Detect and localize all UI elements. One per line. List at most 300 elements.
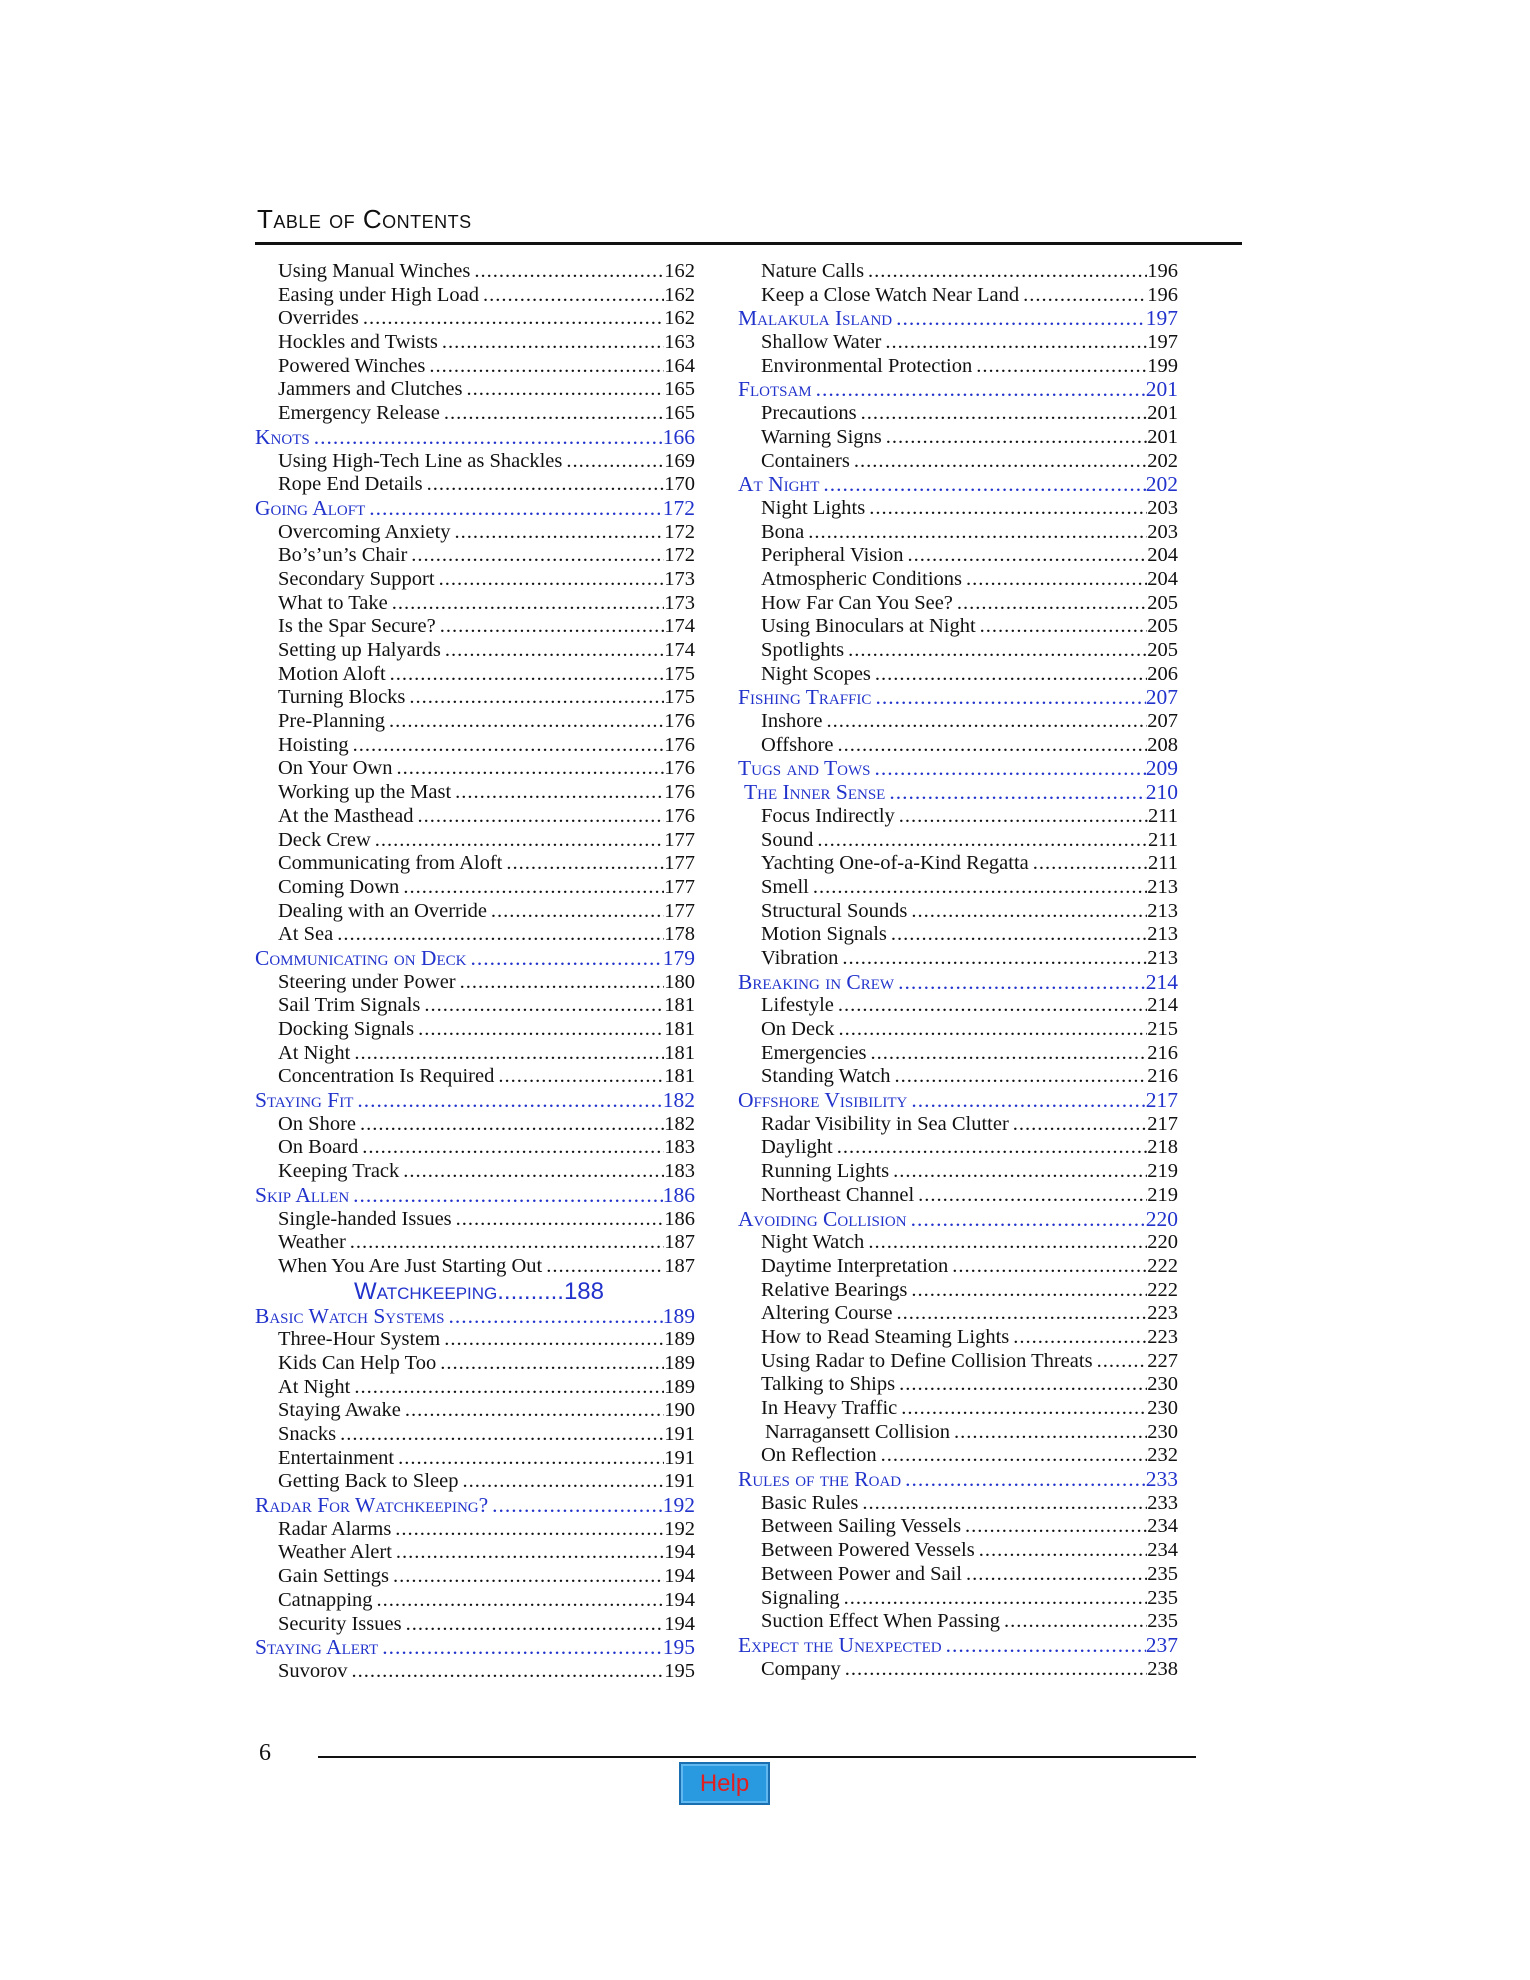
toc-entry[interactable] [255, 876, 695, 900]
toc-entry[interactable] [255, 284, 695, 308]
toc-left-column [255, 260, 695, 1684]
dot-leader [1013, 1326, 1147, 1350]
toc-entry-title: Tugs and Tows [738, 757, 871, 781]
toc-entry[interactable] [738, 734, 1178, 758]
toc-entry-title: Powered Winches [278, 354, 426, 377]
toc-entry-page: 165 [664, 378, 695, 401]
dot-leader [861, 402, 1148, 426]
dot-leader [966, 1563, 1147, 1587]
toc-entry-title: Jammers and Clutches [278, 378, 463, 401]
toc-entry[interactable] [738, 544, 1178, 568]
toc-entry-page: 213 [1147, 875, 1178, 898]
dot-leader [389, 710, 664, 734]
toc-entry-page: 162 [664, 307, 695, 330]
toc-entry-page: 174 [664, 615, 695, 638]
dot-leader [1033, 852, 1148, 876]
toc-entry-page: 173 [664, 591, 695, 614]
dot-leader [390, 663, 665, 687]
dot-leader [898, 971, 1146, 995]
toc-entry-page: 177 [664, 852, 695, 875]
dot-leader [351, 1660, 664, 1684]
toc-entry-page: 227 [1147, 1349, 1178, 1372]
toc-entry[interactable] [738, 876, 1178, 900]
toc-entry[interactable] [255, 781, 695, 805]
toc-entry[interactable] [255, 544, 695, 568]
toc-entry[interactable] [255, 1399, 695, 1423]
dot-leader [875, 663, 1147, 687]
toc-entry[interactable] [738, 1279, 1178, 1303]
dot-leader [314, 426, 663, 450]
toc-entry[interactable] [255, 757, 695, 781]
toc-entry[interactable] [255, 260, 695, 284]
toc-entry[interactable] [738, 947, 1178, 971]
dot-leader [377, 1589, 665, 1613]
toc-entry-title: In Heavy Traffic [761, 1397, 898, 1419]
toc-entry[interactable] [738, 923, 1178, 947]
dot-leader [409, 686, 664, 710]
toc-section-link[interactable] [738, 1468, 1178, 1492]
toc-entry-page: 213 [1147, 923, 1178, 946]
toc-entry-page: 172 [664, 520, 695, 543]
toc-entry-page: 234 [1147, 1515, 1178, 1538]
toc-entry[interactable] [738, 1397, 1178, 1421]
toc-entry[interactable] [255, 1613, 695, 1637]
dot-leader [506, 852, 664, 876]
toc-entry-page: 230 [1147, 1397, 1178, 1419]
dot-leader [911, 1089, 1145, 1113]
toc-entry-title: Flotsam [738, 378, 812, 402]
toc-entry-page: 211 [1148, 828, 1178, 851]
dot-leader [875, 686, 1145, 710]
toc-entry-page: 207 [1145, 686, 1178, 710]
toc-entry-page: 222 [1147, 1254, 1178, 1277]
dot-leader [838, 734, 1148, 758]
toc-entry-title: Peripheral Vision [761, 544, 904, 567]
toc-entry[interactable] [255, 615, 695, 639]
toc-section-link[interactable] [255, 1305, 695, 1329]
toc-entry-page: 175 [664, 662, 695, 685]
toc-entry-page: 177 [664, 899, 695, 922]
toc-entry[interactable] [738, 1373, 1178, 1397]
toc-entry[interactable] [738, 521, 1178, 545]
toc-entry[interactable] [738, 1065, 1178, 1089]
toc-entry-page: 191 [664, 1446, 695, 1469]
toc-entry-title: Lifestyle [761, 994, 834, 1017]
dot-leader [424, 994, 664, 1018]
toc-entry-page: 199 [1147, 354, 1178, 377]
toc-entry-title: Secondary Support [278, 567, 435, 590]
toc-entry[interactable] [255, 1352, 695, 1376]
toc-entry[interactable] [738, 1444, 1178, 1468]
toc-entry-title: Altering Course [761, 1302, 893, 1325]
toc-entry-title: Smell [761, 875, 809, 898]
toc-entry-title: What to Take [278, 591, 388, 614]
toc-entry-page: 170 [664, 473, 695, 496]
toc-entry[interactable] [255, 1113, 695, 1137]
toc-entry-page: 176 [664, 733, 695, 756]
toc-entry[interactable] [255, 1231, 695, 1255]
toc-entry[interactable] [255, 473, 695, 497]
dot-leader [871, 1042, 1148, 1066]
toc-entry-title: Offshore Visibility [738, 1089, 908, 1113]
toc-entry-title: At Night [738, 473, 820, 497]
toc-entry-page: 202 [1145, 473, 1178, 497]
toc-entry[interactable] [255, 994, 695, 1018]
dot-leader [429, 355, 664, 379]
toc-chapter-link[interactable]: Watchkeeping..........188 [354, 1277, 604, 1305]
toc-entry-page: 235 [1147, 1586, 1178, 1609]
toc-entry-page: 204 [1147, 567, 1178, 590]
toc-entry[interactable] [255, 1136, 695, 1160]
toc-entry[interactable] [738, 592, 1178, 616]
toc-entry-title: How Far Can You See? [761, 591, 953, 614]
toc-entry[interactable] [255, 1208, 695, 1232]
toc-entry-page: 237 [1145, 1633, 1178, 1657]
toc-entry[interactable] [255, 1589, 695, 1613]
toc-entry[interactable] [255, 829, 695, 853]
toc-entry[interactable] [255, 1065, 695, 1089]
toc-entry-page: 217 [1145, 1089, 1178, 1113]
dot-leader [455, 521, 665, 545]
toc-entry-page: 219 [1147, 1183, 1178, 1206]
toc-entry-title: Skip Allen [255, 1183, 350, 1207]
toc-entry[interactable] [738, 615, 1178, 639]
toc-section-link[interactable] [255, 1494, 695, 1518]
toc-entry[interactable] [738, 1113, 1178, 1137]
toc-entry-page: 162 [664, 260, 695, 282]
toc-entry-page: 234 [1147, 1539, 1178, 1562]
dot-leader [566, 450, 664, 474]
toc-entry[interactable] [255, 568, 695, 592]
toc-entry-title: Radar Alarms [278, 1517, 392, 1540]
toc-entry-page: 214 [1147, 994, 1178, 1017]
toc-entry-page: 181 [664, 1041, 695, 1064]
toc-entry-page: 172 [662, 496, 695, 520]
toc-entry[interactable] [255, 402, 695, 426]
toc-entry[interactable] [255, 852, 695, 876]
toc-entry-title: Bona [761, 520, 805, 543]
toc-entry[interactable] [255, 900, 695, 924]
dot-leader [393, 1565, 664, 1589]
dot-leader [838, 994, 1147, 1018]
toc-entry[interactable] [738, 663, 1178, 687]
toc-entry-page: 233 [1147, 1491, 1178, 1514]
toc-entry[interactable] [738, 805, 1178, 829]
toc-entry-title: Single-handed Issues [278, 1207, 452, 1230]
toc-entry-page: 219 [1147, 1160, 1178, 1183]
toc-section-link[interactable] [255, 426, 695, 450]
toc-entry-title: Spotlights [761, 639, 845, 661]
toc-entry[interactable] [255, 1376, 695, 1400]
toc-entry[interactable] [255, 923, 695, 947]
toc-entry[interactable] [255, 1518, 695, 1542]
toc-entry-title: Entertainment [278, 1446, 395, 1469]
toc-entry[interactable] [255, 663, 695, 687]
toc-section-link[interactable] [738, 781, 1178, 805]
toc-entry-page: 197 [1145, 307, 1178, 331]
toc-entry[interactable] [738, 1160, 1178, 1184]
toc-entry-title: Suction Effect When Passing [761, 1610, 1000, 1633]
toc-entry[interactable] [255, 686, 695, 710]
dot-leader [444, 1328, 664, 1352]
toc-entry-page: 201 [1145, 378, 1178, 402]
dot-leader [418, 805, 665, 829]
toc-section-link[interactable] [738, 473, 1178, 497]
help-button[interactable]: Help [679, 1762, 770, 1805]
toc-entry-title: Narragansett Collision [765, 1420, 951, 1443]
toc-entry-title: Sail Trim Signals [278, 994, 421, 1017]
toc-entry-title: Basic Watch Systems [255, 1304, 445, 1328]
dot-leader [911, 1208, 1146, 1232]
toc-entry-page: 181 [664, 994, 695, 1017]
toc-entry-page: 194 [664, 1588, 695, 1611]
toc-entry[interactable] [738, 1231, 1178, 1255]
toc-entry[interactable] [738, 450, 1178, 474]
toc-section-link[interactable] [255, 497, 695, 521]
toc-section-link[interactable] [738, 378, 1178, 402]
toc-entry[interactable] [738, 426, 1178, 450]
toc-entry[interactable] [255, 734, 695, 758]
toc-entry-title: Concentration Is Required [278, 1065, 495, 1088]
toc-entry[interactable] [738, 1610, 1178, 1634]
dot-leader [817, 829, 1148, 853]
toc-entry[interactable] [738, 284, 1178, 308]
toc-entry-title: Daylight [761, 1136, 833, 1159]
toc-right-column [738, 260, 1178, 1681]
dot-leader [456, 1208, 665, 1232]
toc-entry[interactable] [738, 402, 1178, 426]
toc-entry[interactable] [255, 592, 695, 616]
toc-entry-page: 176 [664, 804, 695, 827]
footer-divider [318, 1756, 1196, 1758]
toc-entry[interactable] [255, 971, 695, 995]
toc-entry-page: 183 [664, 1160, 695, 1183]
toc-entry-title: Expect the Unexpected [738, 1633, 942, 1657]
toc-entry-page: 238 [1147, 1657, 1178, 1680]
toc-section-link[interactable] [738, 1089, 1178, 1113]
toc-entry[interactable] [738, 829, 1178, 853]
toc-entry[interactable] [255, 1660, 695, 1684]
toc-entry[interactable] [255, 1565, 695, 1589]
toc-entry-title: Working up the Mast [278, 781, 452, 804]
dot-leader [862, 1492, 1147, 1516]
toc-entry[interactable] [738, 1350, 1178, 1374]
toc-entry[interactable] [255, 378, 695, 402]
dot-leader [842, 947, 1147, 971]
toc-entry-title: Atmospheric Conditions [761, 567, 963, 590]
toc-entry[interactable] [738, 1184, 1178, 1208]
toc-entry[interactable] [738, 497, 1178, 521]
toc-section-link[interactable] [738, 971, 1178, 995]
toc-entry[interactable] [255, 1160, 695, 1184]
toc-entry[interactable] [738, 1539, 1178, 1563]
toc-entry-title: Focus Indirectly [761, 804, 895, 827]
toc-entry-title: Hoisting [278, 733, 349, 756]
toc-entry-page: 182 [662, 1089, 695, 1113]
toc-entry[interactable] [738, 1018, 1178, 1042]
toc-entry-page: 196 [1147, 283, 1178, 306]
toc-entry-page: 172 [664, 544, 695, 567]
dot-leader [403, 876, 664, 900]
dot-leader [353, 734, 665, 758]
toc-entry-title: Relative Bearings [761, 1278, 908, 1301]
dot-leader [455, 781, 664, 805]
toc-section-link[interactable] [738, 1208, 1178, 1232]
toc-entry[interactable] [255, 307, 695, 331]
toc-entry-page: 165 [664, 402, 695, 425]
toc-entry[interactable] [255, 1018, 695, 1042]
toc-entry[interactable] [255, 450, 695, 474]
toc-entry-title: Night Scopes [761, 662, 871, 685]
toc-entry[interactable] [738, 355, 1178, 379]
toc-entry-page: 177 [664, 875, 695, 898]
toc-entry-page: 216 [1147, 1041, 1178, 1064]
toc-entry-title: Going Aloft [255, 496, 366, 520]
toc-entry-title: Basic Rules [761, 1491, 859, 1514]
toc-entry-title: Radar Visibility in Sea Clutter [761, 1112, 1009, 1135]
toc-entry[interactable] [255, 1042, 695, 1066]
toc-section-link[interactable] [738, 307, 1178, 331]
toc-entry-title: Running Lights [761, 1160, 890, 1183]
dot-leader [395, 1518, 664, 1542]
toc-entry[interactable] [255, 1447, 695, 1471]
dot-leader [854, 450, 1147, 474]
toc-entry-page: 181 [664, 1018, 695, 1040]
toc-entry-title: Setting up Halyards [278, 639, 441, 661]
toc-entry-title: On Your Own [278, 757, 393, 780]
toc-section-link[interactable] [255, 947, 695, 971]
toc-entry-page: 191 [664, 1470, 695, 1493]
toc-entry[interactable] [255, 521, 695, 545]
toc-entry-title: Vibration [761, 946, 839, 969]
toc-entry-title: Radar For Watchkeeping? [255, 1494, 489, 1518]
toc-entry-page: 204 [1147, 544, 1178, 567]
toc-entry[interactable] [738, 852, 1178, 876]
toc-entry-title: Turning Blocks [278, 686, 406, 709]
toc-entry[interactable] [255, 1470, 695, 1494]
toc-entry-page: 207 [1147, 710, 1178, 733]
toc-entry[interactable] [255, 639, 695, 663]
toc-entry-page: 192 [664, 1517, 695, 1540]
toc-entry-title: Inshore [761, 710, 823, 733]
toc-section-link[interactable] [255, 1636, 695, 1660]
toc-entry-page: 195 [662, 1636, 695, 1660]
toc-entry[interactable] [738, 1563, 1178, 1587]
toc-section-link[interactable] [255, 1184, 695, 1208]
toc-entry[interactable] [738, 260, 1178, 284]
toc-entry-page: 214 [1145, 970, 1178, 994]
dot-leader [885, 331, 1147, 355]
toc-entry-title: Communicating on Deck [255, 946, 467, 970]
page-number: 6 [259, 1740, 271, 1766]
toc-entry[interactable] [255, 1255, 695, 1279]
toc-section-link[interactable] [738, 686, 1178, 710]
toc-entry[interactable] [255, 1328, 695, 1352]
toc-entry[interactable] [738, 1042, 1178, 1066]
toc-entry-title: Three-Hour System [278, 1328, 441, 1351]
toc-entry[interactable] [255, 710, 695, 734]
toc-entry-title: Between Powered Vessels [761, 1539, 975, 1562]
dot-leader [911, 1279, 1147, 1303]
toc-entry[interactable] [255, 805, 695, 829]
dot-leader [808, 521, 1147, 545]
toc-entry[interactable] [738, 900, 1178, 924]
toc-entry-title: Docking Signals [278, 1018, 415, 1040]
toc-entry-title: Hockles and Twists [278, 331, 438, 354]
toc-entry[interactable] [255, 355, 695, 379]
toc-entry[interactable] [255, 331, 695, 355]
toc-entry[interactable] [738, 1136, 1178, 1160]
toc-entry[interactable] [738, 1326, 1178, 1350]
dot-leader [896, 307, 1146, 331]
toc-entry[interactable] [738, 1515, 1178, 1539]
toc-entry-page: 189 [662, 1304, 695, 1328]
toc-entry[interactable] [738, 331, 1178, 355]
dot-leader [837, 1136, 1148, 1160]
dot-leader [901, 1397, 1147, 1421]
toc-entry-title: On Shore [278, 1112, 357, 1135]
toc-entry[interactable] [738, 1255, 1178, 1279]
toc-entry-title: Structural Sounds [761, 899, 908, 922]
toc-entry-page: 162 [664, 283, 695, 306]
toc-entry-page: 195 [664, 1659, 695, 1682]
dot-leader [980, 615, 1148, 639]
toc-entry[interactable] [738, 1302, 1178, 1326]
toc-entry[interactable] [738, 1492, 1178, 1516]
toc-entry-page: 216 [1147, 1065, 1178, 1088]
dot-leader [823, 473, 1145, 497]
toc-entry[interactable] [738, 1421, 1178, 1445]
toc-section-link[interactable] [738, 757, 1178, 781]
toc-entry-title: Catnapping [278, 1588, 373, 1611]
toc-entry[interactable] [738, 639, 1178, 663]
dot-leader [868, 1231, 1147, 1255]
toc-entry-title: At the Masthead [278, 804, 414, 827]
toc-entry[interactable] [738, 710, 1178, 734]
dot-leader [816, 378, 1146, 402]
dot-leader [895, 1065, 1148, 1089]
toc-entry-title: Rules of the Road [738, 1468, 902, 1492]
toc-entry[interactable] [738, 568, 1178, 592]
toc-entry-page: 190 [664, 1399, 695, 1422]
toc-entry-page: 173 [664, 567, 695, 590]
toc-entry-page: 215 [1147, 1018, 1178, 1040]
dot-leader [354, 1376, 664, 1400]
dot-leader [483, 284, 664, 308]
toc-entry-title: Malakula Island [738, 307, 893, 331]
toc-entry[interactable] [738, 1587, 1178, 1611]
dot-leader [848, 639, 1147, 663]
toc-entry[interactable] [738, 1658, 1178, 1682]
toc-entry-page: 176 [664, 757, 695, 780]
toc-entry-title: Shallow Water [761, 331, 882, 354]
toc-entry-title: Staying Awake [278, 1399, 401, 1422]
toc-entry-page: 209 [1145, 757, 1178, 781]
toc-entry-page: 210 [1145, 781, 1178, 805]
toc-entry-title: Using Radar to Define Collision Threats [761, 1349, 1093, 1372]
toc-section-link[interactable] [738, 1634, 1178, 1658]
toc-entry[interactable] [738, 994, 1178, 1018]
toc-section-link[interactable] [255, 1089, 695, 1113]
toc-entry-page: 201 [1147, 425, 1178, 448]
toc-entry-page: 196 [1147, 260, 1178, 282]
toc-entry[interactable] [255, 1541, 695, 1565]
toc-entry-page: 178 [664, 923, 695, 946]
dot-leader [382, 1636, 663, 1660]
toc-entry-title: Emergency Release [278, 402, 440, 425]
toc-entry[interactable] [255, 1423, 695, 1447]
dot-leader [427, 473, 665, 497]
